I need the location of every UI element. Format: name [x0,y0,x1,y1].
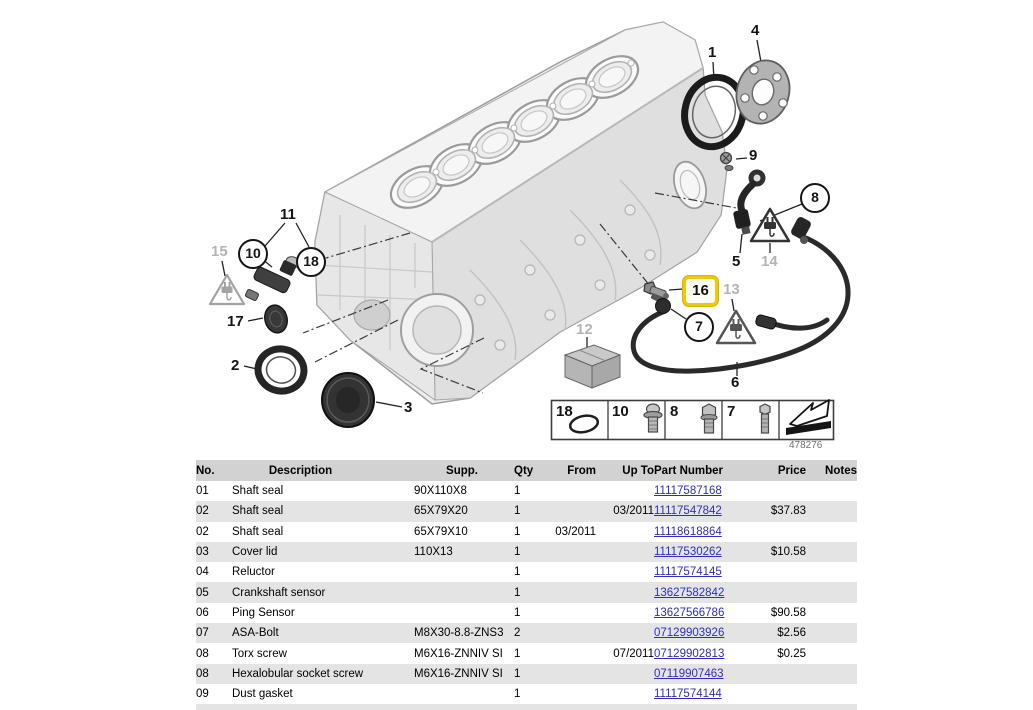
cell-no: 02 [196,505,209,518]
cell-qty: 1 [514,566,521,579]
part-number-link[interactable]: 11117574144 [654,688,722,701]
callout-2[interactable]: 2 [231,357,240,374]
callout-17[interactable]: 17 [227,313,244,330]
table-row [196,481,857,501]
part-number-link[interactable]: 11118618864 [654,525,722,538]
cell-notes [806,562,857,582]
cell-qty: 1 [514,546,521,559]
callout-9[interactable]: 9 [749,147,758,164]
cell-upto: 07/2011 [613,647,654,660]
cell-notes [806,522,857,542]
legend-label-8: 8 [670,403,679,420]
legend-strip [552,400,834,440]
cell-description: Dust gasket [232,688,293,701]
cell-upto [596,522,654,542]
cell-price [758,664,806,684]
table-row [196,623,857,643]
cell-from: 03/2011 [555,525,596,538]
part-number-link[interactable]: 11117574145 [654,566,722,579]
cell-qty: 1 [514,667,521,680]
callout-13[interactable]: 13 [723,281,740,298]
callout-12[interactable]: 12 [576,321,593,338]
cell-notes [806,623,857,643]
cell-qty: 1 [514,647,521,660]
part-gasket-box-12 [565,345,620,388]
cell-qty: 1 [514,606,521,619]
cell-no: 02 [196,525,209,538]
cell-supp: M6X16-ZNNIV SI [414,667,503,680]
table-row [196,542,857,562]
col-qty: Qty [514,460,548,481]
cell-from [548,501,596,521]
col-upto: Up To [596,460,654,481]
cell-notes [806,481,857,501]
cell-qty: 1 [514,586,521,599]
cell-price: $10.58 [770,546,806,559]
cell-from [548,603,596,623]
callout-1[interactable]: 1 [708,44,717,61]
legend-label-10: 10 [612,403,629,420]
cell-notes [806,603,857,623]
part-number-link[interactable]: 11117587168 [654,485,722,498]
cell-notes [806,684,857,704]
legend-label-7: 7 [727,403,736,420]
cell-supp: M8X30-8.8-ZNS3 [414,627,504,640]
legend-label-18: 18 [556,403,573,420]
part-dust-disc-17 [262,303,290,336]
cell-description: Reluctor [232,566,275,579]
table-row [196,664,857,684]
parts-table [196,460,857,710]
col-notes: Notes [806,460,857,481]
cell-upto [596,664,654,684]
col-supp: Supp. [414,460,514,481]
callout-7-circled[interactable]: 7 [684,312,714,342]
cell-price [758,562,806,582]
cell-supp [414,562,514,582]
cell-description: Cover lid [232,546,278,559]
part-number-link[interactable]: 07119907463 [654,667,724,680]
cell-price [758,481,806,501]
cell-price [758,522,806,542]
table-row [196,522,857,542]
cell-price [758,582,806,602]
cell-price: $0.25 [777,647,806,660]
col-part-number: Part Number [654,460,758,481]
cell-no: 09 [196,688,209,701]
cell-upto [596,582,654,602]
warning-triangle-13 [717,311,755,343]
cell-supp [414,603,514,623]
col-price: Price [758,460,806,481]
col-description: Description [232,460,414,481]
cell-description: ASA-Bolt [232,627,279,640]
cell-description: Crankshaft sensor [232,586,326,599]
callout-4[interactable]: 4 [751,22,760,39]
cell-from [548,684,596,704]
cell-supp [414,582,514,602]
cell-upto [596,623,654,643]
cell-no: 08 [196,647,209,660]
cell-from [548,542,596,562]
callout-3[interactable]: 3 [404,399,413,416]
cell-from [548,562,596,582]
part-number-link[interactable]: 11117530262 [654,546,722,559]
cell-description: Shaft seal [232,485,284,498]
part-cover-lid-3 [322,373,374,427]
table-row [196,582,857,602]
cell-price: $37.83 [770,505,806,518]
table-header-row [196,460,857,481]
part-number-link[interactable]: 07129902813 [654,647,725,660]
cell-upto: 03/2011 [613,505,654,518]
part-number-link[interactable]: 11117547842 [654,505,722,518]
cell-qty: 1 [514,688,521,701]
part-ping-sensor-16 [644,282,671,314]
callout-11[interactable]: 11 [280,206,296,223]
cell-no: 08 [196,667,209,680]
table-row [196,501,857,521]
cell-from [548,643,596,663]
callout-14[interactable]: 14 [761,253,778,270]
cell-price [758,684,806,704]
col-no: No. [196,460,232,481]
cell-upto [596,562,654,582]
cell-supp: 110X13 [414,546,453,559]
cell-from [548,664,596,684]
callout-18-circled[interactable]: 18 [296,247,326,277]
cell-qty: 2 [514,627,521,640]
stud-bolt-icon [760,404,770,433]
cell-notes [806,643,857,663]
cell-no: 01 [196,485,209,498]
part-shaft-seal-2 [255,345,308,394]
cell-price: $90.58 [770,606,806,619]
callout-5[interactable]: 5 [732,253,741,270]
cell-no: 04 [196,566,209,579]
table-row [196,603,857,623]
cell-notes [806,664,857,684]
cell-upto [596,542,654,562]
cell-supp: 65X79X20 [414,505,468,518]
cell-qty: 1 [514,505,521,518]
cell-description: Torx screw [232,647,287,660]
cell-description: Hexalobular socket screw [232,667,364,680]
callout-8-circled[interactable]: 8 [800,183,830,213]
cell-supp: M6X16-ZNNIV SI [414,647,503,660]
part-number-link[interactable]: 07129903926 [654,627,725,640]
part-number-link[interactable]: 13627582842 [654,586,725,599]
cell-price: $2.56 [777,627,806,640]
cell-from [548,623,596,643]
cell-description: Ping Sensor [232,606,295,619]
cell-notes [806,542,857,562]
diagram-code: 478276 [789,440,823,451]
cell-qty: 1 [514,525,521,538]
cell-no: 03 [196,546,209,559]
cell-description: Shaft seal [232,525,284,538]
callout-10-circled[interactable]: 10 [238,239,268,269]
callout-15[interactable]: 15 [211,243,228,260]
part-number-link[interactable]: 13627566786 [654,606,725,619]
col-from: From [548,460,596,481]
cell-notes [806,501,857,521]
warning-triangle-15 [210,275,244,304]
cell-no: 06 [196,606,209,619]
cell-upto [596,684,654,704]
cell-from [548,481,596,501]
cell-no: 05 [196,586,209,599]
callout-6[interactable]: 6 [731,374,740,391]
cell-upto [596,481,654,501]
table-row [196,562,857,582]
warning-triangle-14 [751,209,789,241]
cell-supp [414,684,514,704]
table-row [196,643,857,663]
cell-qty: 1 [514,485,521,498]
cell-from [548,582,596,602]
table-row [196,684,857,704]
engine-block [315,22,727,404]
cell-description: Shaft seal [232,505,284,518]
table-row-partial [196,704,857,710]
cell-upto [596,603,654,623]
cell-supp: 90X110X8 [414,485,467,498]
callout-16-highlighted[interactable]: 16 [683,276,718,306]
cell-notes [806,582,857,602]
cell-no: 07 [196,627,209,640]
cell-supp: 65X79X10 [414,525,468,538]
